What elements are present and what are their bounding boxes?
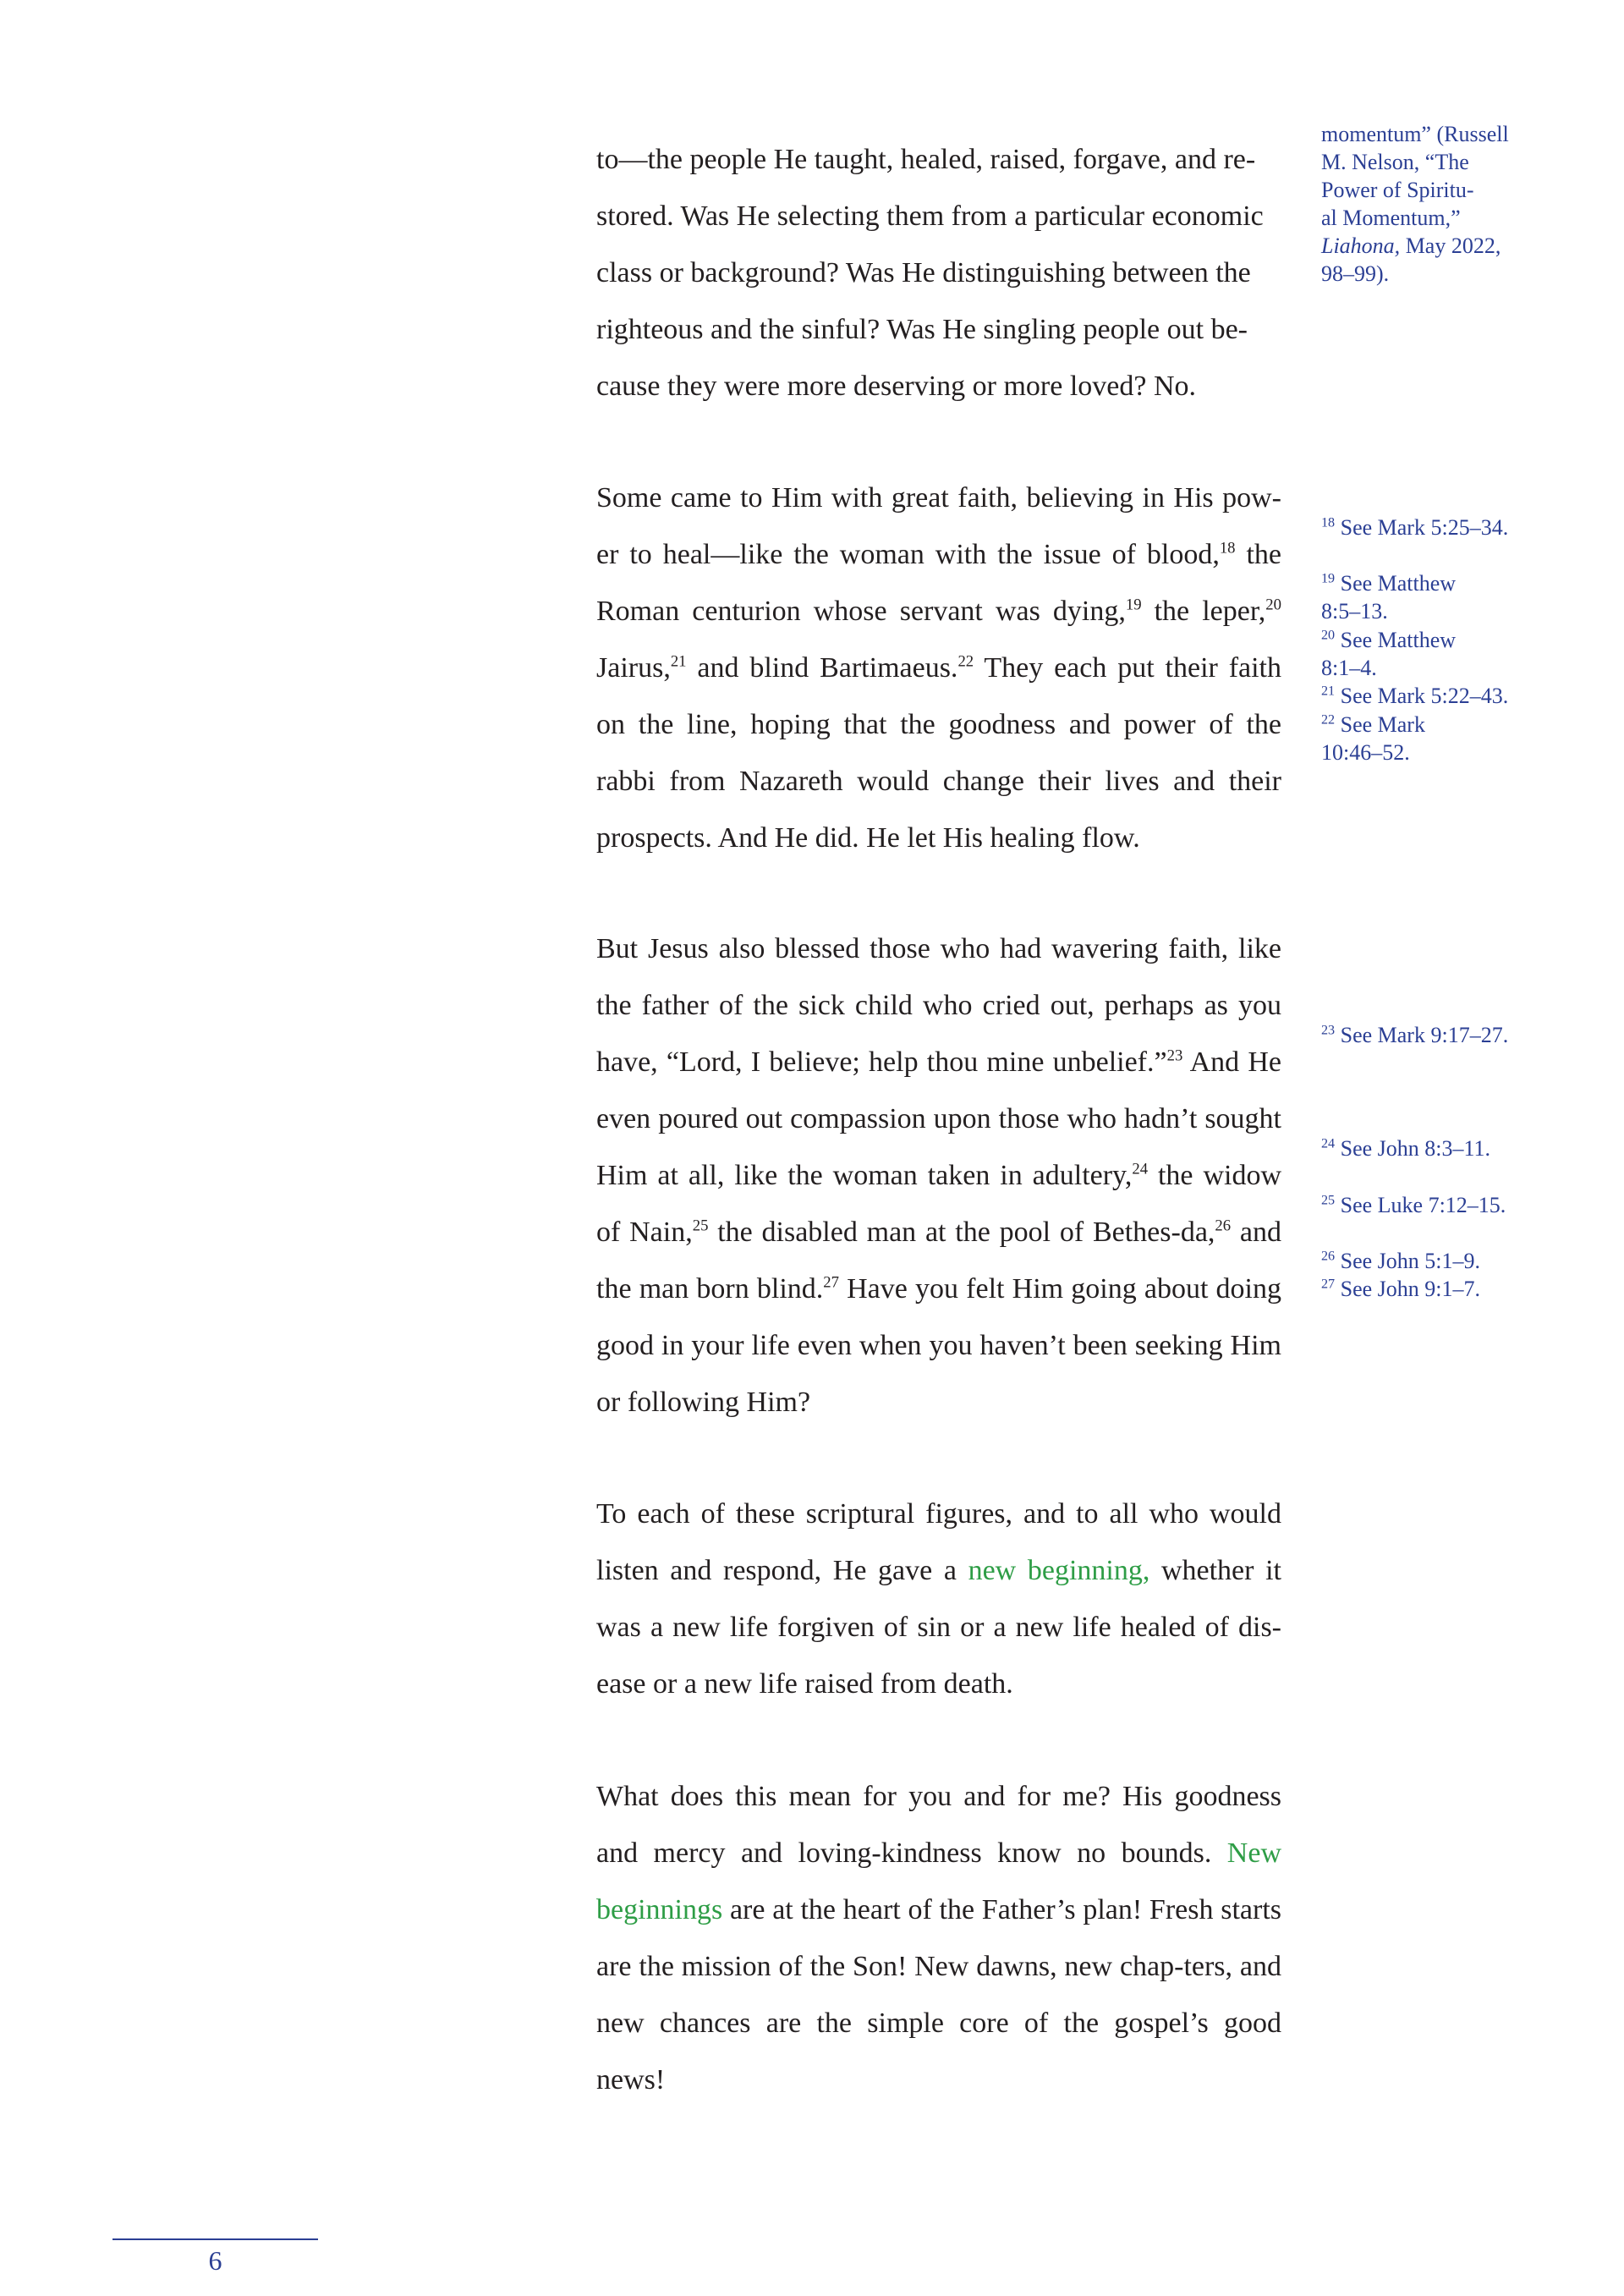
- footnote-text: See Matthew: [1335, 628, 1457, 652]
- footnote-text: See John 5:1–9.: [1335, 1249, 1480, 1273]
- paragraph-text: But Jesus also blessed those who had wavering faith, like the father of the sick child who cried out, perhaps as you have, “Lord, I believe; help thou mine unbelief.”: [596, 933, 1281, 1078]
- body-paragraph-3: [596, 920, 1281, 1431]
- paragraph-text: Jairus,: [596, 652, 671, 684]
- footnote-text: See Mark 5:25–34.: [1335, 515, 1509, 540]
- footnote-ref-24[interactable]: 24: [1132, 1160, 1149, 1178]
- page-number: 6: [208, 2245, 222, 2276]
- footnote-19: [1321, 569, 1456, 625]
- paragraph-text: and the man born blind.: [596, 1217, 1281, 1305]
- footnote-number: 27: [1321, 1277, 1336, 1292]
- paragraph-text: And He even poured out compassion upon those who hadn’t sought Him at all, like the woman taken in adultery,: [596, 1046, 1281, 1191]
- body-paragraph-1: [596, 131, 1281, 415]
- body-paragraph-5: [596, 1768, 1281, 2108]
- footnote-25: [1321, 1191, 1506, 1219]
- paragraph-line: to—the people He taught, healed, raised, forgave, and re-: [596, 144, 1256, 175]
- footnote-number: 19: [1321, 571, 1336, 586]
- footnote-text: 8:5–13.: [1321, 599, 1388, 623]
- highlight-new-beginning: new beginning,: [968, 1555, 1150, 1586]
- paragraph-text: Some came to Him with great faith, believing in His pow-er to heal—like the woman with the issue of blood,: [596, 482, 1281, 570]
- footnote-text: See Mark: [1335, 712, 1425, 737]
- paragraph-text: and blind Bartimaeus.: [686, 652, 958, 684]
- paragraph-text: the leper,: [1141, 596, 1266, 627]
- footnote-text: See Mark 9:17–27.: [1335, 1023, 1509, 1047]
- footnote-number: 26: [1321, 1249, 1336, 1264]
- footnote-text: See John 9:1–7.: [1335, 1277, 1480, 1301]
- footnote-text: 8:1–4.: [1321, 656, 1377, 680]
- footnote-ref-26[interactable]: 26: [1215, 1217, 1232, 1235]
- paragraph-text: Have you felt Him going about doing good in your life even when you haven’t been seeking Him or following Him?: [596, 1273, 1282, 1418]
- body-paragraph-2: [596, 470, 1281, 866]
- highlight-new-beginnings: New beginnings: [596, 1837, 1281, 1925]
- footnote-20: [1321, 626, 1456, 682]
- paragraph-text: are at the heart of the Father’s plan! Fresh starts are the mission of the Son! New dawns, new chap-ters, and new chances are the simple core of the gospel’s good news!: [596, 1894, 1281, 2096]
- note-line: M. Nelson, “The: [1321, 150, 1469, 174]
- note-line: al Momentum,”: [1321, 206, 1461, 230]
- note-line: May 2022,: [1400, 233, 1501, 258]
- paragraph-line: class or background? Was He distinguishing between the: [596, 257, 1251, 288]
- footnote-ref-19[interactable]: 19: [1125, 596, 1142, 614]
- footnote-text: See Matthew: [1335, 571, 1457, 596]
- footnote-text: See Luke 7:12–15.: [1335, 1193, 1506, 1217]
- paragraph-text: To each of these scriptural figures, and to all who would listen and respond, He gave a: [596, 1498, 1281, 1586]
- paragraph-line: righteous and the sinful? Was He singling people out be-: [596, 314, 1248, 345]
- folio-rule: [112, 2238, 318, 2240]
- footnote-ref-27[interactable]: 27: [823, 1273, 839, 1292]
- note-publication-title: Liahona,: [1321, 233, 1401, 258]
- footnote-ref-25[interactable]: 25: [692, 1217, 709, 1235]
- body-paragraph-4: [596, 1486, 1281, 1712]
- note-line: momentum” (Russell: [1321, 122, 1509, 146]
- footnote-18: [1321, 514, 1508, 541]
- paragraph-text: They each put their faith on the line, hoping that the goodness and power of the rabbi from Nazareth would change their lives and their prospects. And He did. He let His healing flow.: [596, 652, 1282, 854]
- footnote-26: [1321, 1247, 1480, 1275]
- paragraph-text: What does this mean for you and for me? His goodness and mercy and loving-kindness know no bounds.: [596, 1781, 1281, 1869]
- footnote-24: [1321, 1134, 1490, 1162]
- footnote-text: See Mark 5:22–43.: [1335, 684, 1509, 708]
- sidenote-continued: [1321, 120, 1509, 288]
- paragraph-text: whether it was a new life forgiven of sin or a new life healed of dis-ease or a new life raised from death.: [596, 1555, 1281, 1700]
- footnote-number: 23: [1321, 1023, 1336, 1038]
- footnote-ref-23[interactable]: 23: [1166, 1046, 1183, 1065]
- paragraph-text: the widow of Nain,: [596, 1160, 1281, 1248]
- footnote-23: [1321, 1021, 1508, 1049]
- footnote-number: 18: [1321, 515, 1336, 530]
- footnote-22: [1321, 711, 1425, 766]
- footnote-number: 20: [1321, 628, 1336, 643]
- paragraph-text: the disabled man at the pool of Bethes-da,: [708, 1217, 1215, 1248]
- footnote-ref-22[interactable]: 22: [957, 652, 974, 671]
- footnote-ref-18[interactable]: 18: [1219, 539, 1236, 558]
- footnote-number: 22: [1321, 712, 1336, 728]
- footnote-ref-20[interactable]: 20: [1265, 596, 1281, 614]
- footnote-number: 24: [1321, 1136, 1336, 1151]
- footnote-text: See John 8:3–11.: [1335, 1136, 1491, 1161]
- footnote-number: 25: [1321, 1193, 1336, 1208]
- footnote-21: [1321, 682, 1508, 710]
- footnote-number: 21: [1321, 684, 1336, 699]
- footnote-text: 10:46–52.: [1321, 740, 1410, 765]
- paragraph-text: the Roman centurion whose servant was dying,: [596, 539, 1281, 627]
- note-line: Power of Spiritu-: [1321, 178, 1474, 202]
- paragraph-line: stored. Was He selecting them from a particular economic: [596, 200, 1264, 232]
- footnote-27: [1321, 1275, 1480, 1303]
- paragraph-line: cause they were more deserving or more loved? No.: [596, 371, 1197, 402]
- note-line: 98–99).: [1321, 261, 1390, 286]
- footnote-ref-21[interactable]: 21: [670, 652, 687, 671]
